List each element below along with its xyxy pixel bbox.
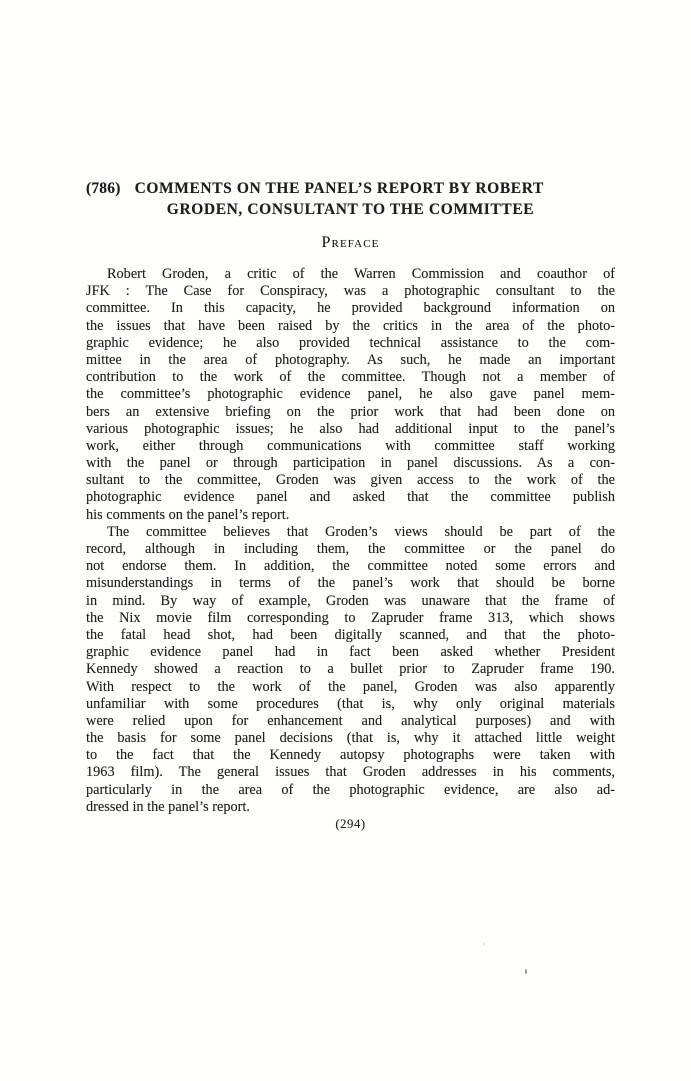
- text-line: committee. In this capacity, he provided background information on: [86, 300, 615, 317]
- body-text: [86, 266, 615, 816]
- text-line: 1963 film). The general issues that Groden addresses in his comments,: [86, 764, 615, 781]
- page-number: (294): [335, 817, 366, 831]
- text-line: with the panel or through participation in panel discussions. As a con-: [86, 455, 615, 472]
- section-heading-preface: Preface: [321, 234, 380, 251]
- paragraph: [86, 266, 615, 524]
- text-line: the basis for some panel decisions (that is, why it attached little weight: [86, 730, 615, 747]
- text-line: misunderstandings in terms of the panel’s work that should be borne: [86, 575, 615, 592]
- text-line: particularly in the area of the photographic evidence, are also ad-: [86, 781, 615, 798]
- text-line: JFK : The Case for Conspiracy, was a photographic consultant to the: [86, 283, 615, 300]
- text-line: sultant to the committee, Groden was given access to the work of the: [86, 472, 615, 489]
- paragraph: [86, 524, 615, 816]
- text-line: the issues that have been raised by the critics in the area of the photo-: [86, 317, 615, 334]
- text-line: photographic evidence panel and asked that the committee publish: [86, 489, 615, 506]
- text-line: The committee believes that Groden’s views should be part of the: [107, 523, 615, 540]
- text-line: mittee in the area of photography. As such, he made an important: [86, 351, 615, 368]
- text-line: work, either through communications with committee staff working: [86, 437, 615, 454]
- text-line: Kennedy showed a reaction to a bullet prior to Zapruder frame 190.: [86, 661, 615, 678]
- item-number: (786): [86, 180, 121, 197]
- text-line: With respect to the work of the panel, Groden was also apparently: [86, 678, 615, 695]
- text-line: graphic evidence panel had in fact been asked whether President: [86, 644, 615, 661]
- document-heading: [86, 179, 615, 220]
- scan-speck: [525, 969, 527, 974]
- text-line: his comments on the panel’s report.: [86, 506, 290, 523]
- scan-speck: [483, 943, 485, 945]
- text-line: Robert Groden, a critic of the Warren Commission and coauthor of: [107, 266, 615, 282]
- document-title-line-2: GRODEN, CONSULTANT TO THE COMMITTEE: [166, 200, 535, 218]
- text-line: the fatal head shot, had been digitally scanned, and that the photo-: [86, 626, 615, 643]
- text-line: dressed in the panel’s report.: [86, 798, 250, 815]
- text-line: were relied upon for enhancement and analytical purposes) and with: [86, 712, 615, 729]
- text-line: contribution to the work of the committee. Though not a member of: [86, 369, 615, 386]
- text-line: the committee’s photographic evidence panel, he also gave panel mem-: [86, 386, 615, 403]
- text-line: graphic evidence; he also provided technical assistance to the com-: [86, 334, 615, 351]
- text-line: bers an extensive briefing on the prior work that had been done on: [86, 403, 615, 420]
- text-line: in mind. By way of example, Groden was unaware that the frame of: [86, 592, 615, 609]
- text-line: unfamiliar with some procedures (that is, why only original materials: [86, 695, 615, 712]
- text-block: [86, 179, 615, 832]
- text-line: not endorse them. In addition, the committee noted some errors and: [86, 558, 615, 575]
- text-line: record, although in including them, the committee or the panel do: [86, 541, 615, 557]
- heading-line-1: [86, 179, 615, 200]
- text-line: to the fact that the Kennedy autopsy photographs were taken with: [86, 747, 615, 764]
- text-line: the Nix movie film corresponding to Zapruder frame 313, which shows: [86, 609, 615, 626]
- document-title-line-1: COMMENTS ON THE PANEL’S REPORT BY ROBERT: [134, 180, 544, 197]
- text-line: various photographic issues; he also had additional input to the panel’s: [86, 420, 615, 437]
